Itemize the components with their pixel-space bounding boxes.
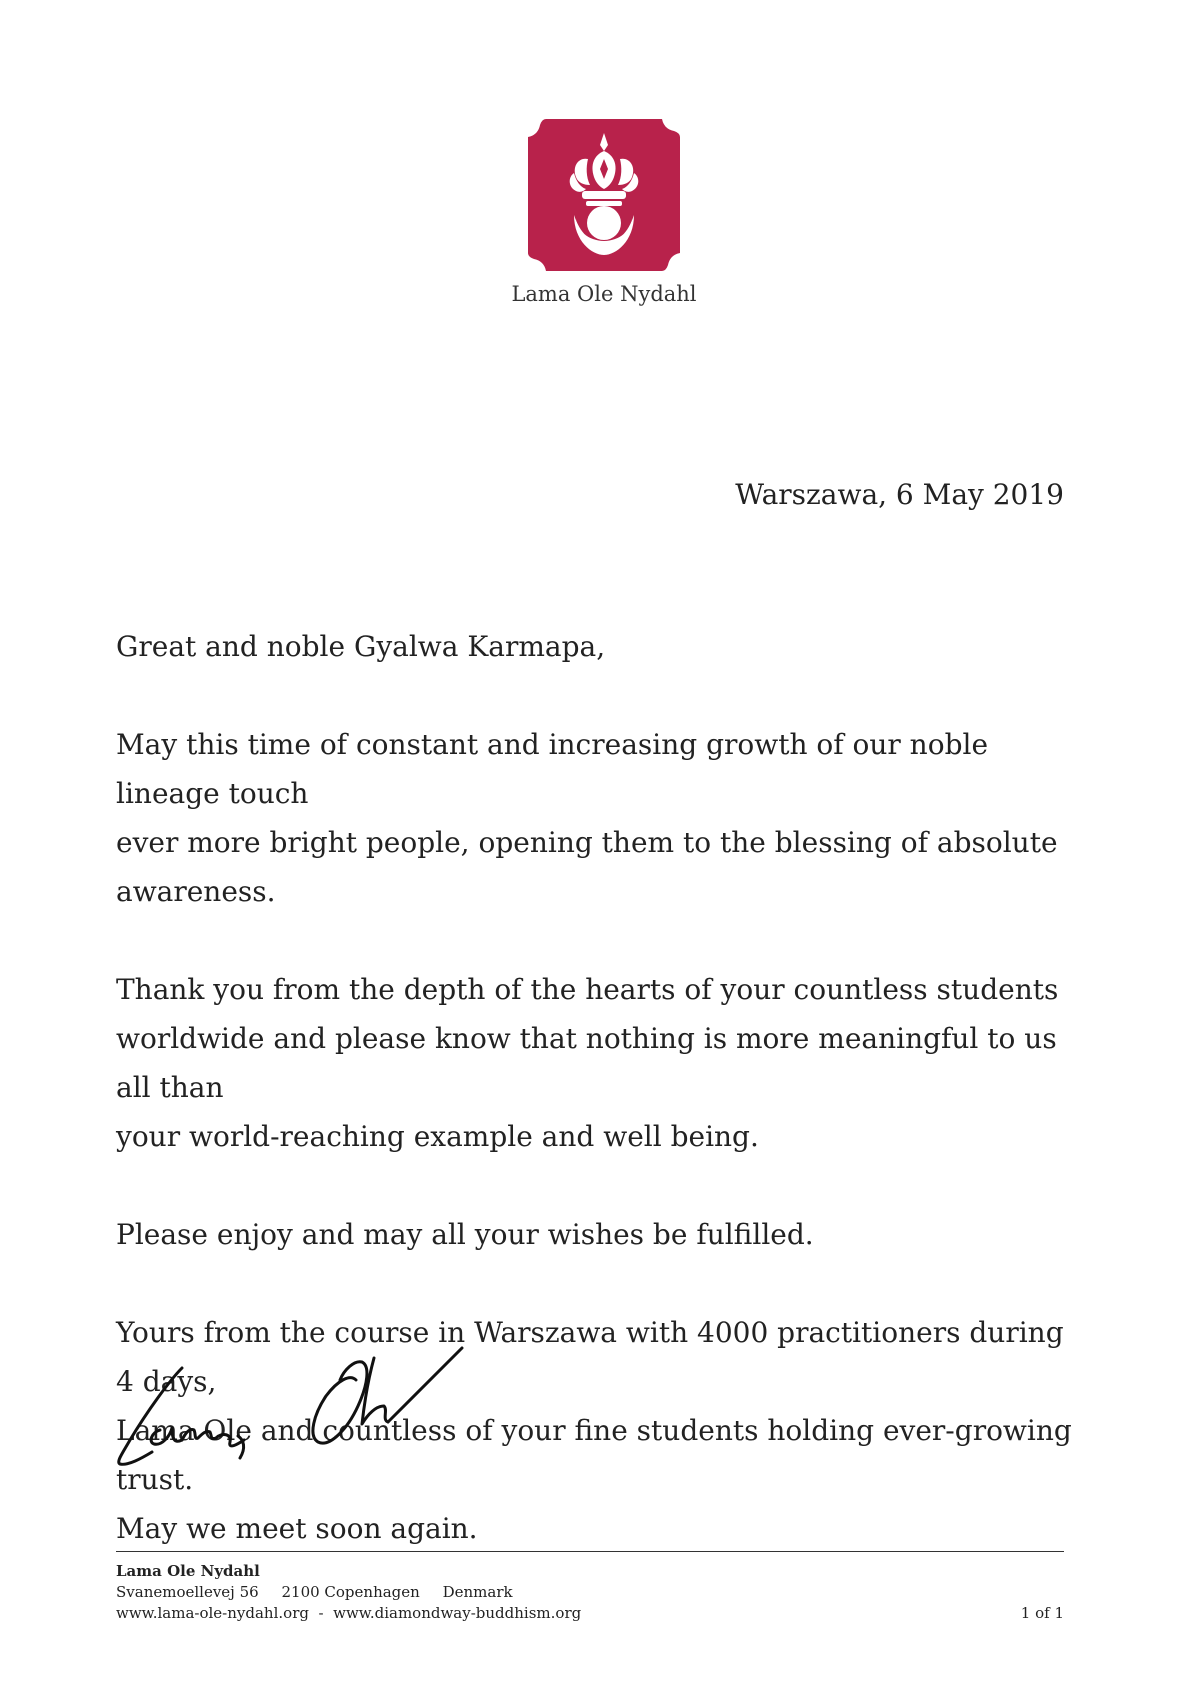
letter-greeting: Great and noble Gyalwa Karmapa, <box>116 630 606 663</box>
letterhead-caption: Lama Ole Nydahl <box>511 282 697 306</box>
footer-country: Denmark <box>442 1583 513 1601</box>
vajra-emblem-icon <box>524 115 684 275</box>
footer-name: Lama Ole Nydahl <box>116 1562 260 1580</box>
letter-paragraph: Please enjoy and may all your wishes be fulfilled. <box>116 1218 814 1251</box>
letter-footer <box>116 1561 1064 1624</box>
footer-address <box>116 1582 1064 1603</box>
letter-date: Warszawa, 6 May 2019 <box>735 478 1064 511</box>
footer-divider <box>116 1551 1064 1552</box>
page-number: 1 of 1 <box>1020 1604 1064 1622</box>
footer-city: 2100 Copenhagen <box>281 1583 420 1601</box>
footer-websites: www.lama-ole-nydahl.org - www.diamondway-buddhism.org <box>116 1604 582 1622</box>
footer-web-row <box>116 1603 1064 1624</box>
letter-paragraph: Thank you from the depth of the hearts of your countless students worldwide and please know that nothing is more meaningful to us all than your world-reaching example and well being. <box>116 973 1059 1153</box>
handwritten-signature <box>112 1340 512 1470</box>
letter-paragraph: May this time of constant and increasing growth of our noble lineage touch ever more bright people, opening them to the blessing of absolute awareness. <box>116 728 1058 908</box>
footer-street: Svanemoellevej 56 <box>116 1583 259 1601</box>
letter-closing: Yours from the course in Warszawa with 4000 practitioners during 4 days, Lama Ole and countless of your fine students holding ever-growing trust. May we meet soon again. <box>116 1316 1072 1545</box>
